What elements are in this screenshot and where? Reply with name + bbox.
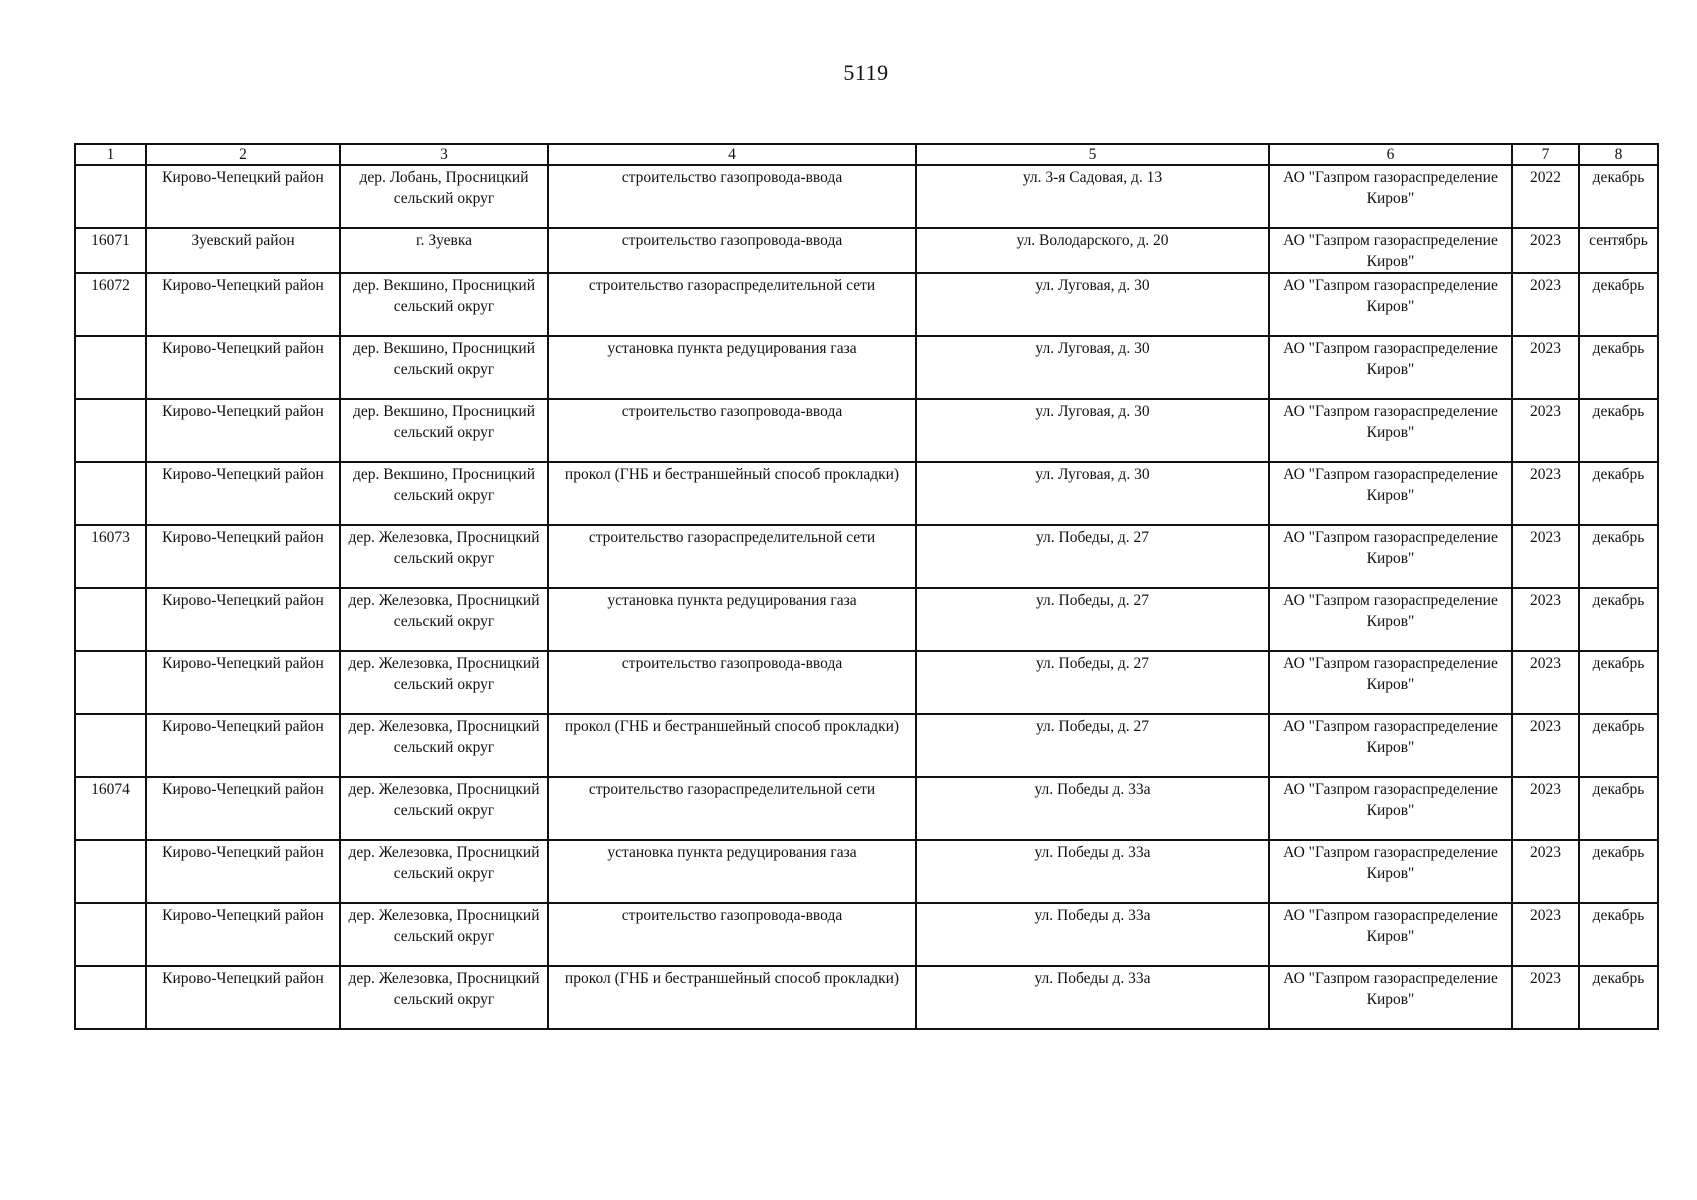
cell-settlement: дер. Векшино, Просницкий сельский округ bbox=[340, 462, 548, 525]
table-row bbox=[75, 966, 1658, 1029]
cell-month: декабрь bbox=[1579, 273, 1658, 336]
cell-settlement: дер. Железовка, Просницкий сельский округ bbox=[340, 966, 548, 1029]
cell-settlement: дер. Железовка, Просницкий сельский округ bbox=[340, 903, 548, 966]
cell-address: ул. Победы, д. 27 bbox=[916, 588, 1269, 651]
column-header: 2 bbox=[146, 144, 340, 165]
cell-district: Кирово-Чепецкий район bbox=[146, 462, 340, 525]
cell-address: ул. Победы д. 33а bbox=[916, 903, 1269, 966]
table-row bbox=[75, 588, 1658, 651]
cell-settlement: г. Зуевка bbox=[340, 228, 548, 273]
cell-address: ул. Луговая, д. 30 bbox=[916, 273, 1269, 336]
cell-row-number bbox=[75, 399, 146, 462]
cell-district: Кирово-Чепецкий район bbox=[146, 714, 340, 777]
cell-settlement: дер. Лобань, Просницкий сельский округ bbox=[340, 165, 548, 228]
cell-district: Кирово-Чепецкий район bbox=[146, 966, 340, 1029]
table-row bbox=[75, 777, 1658, 840]
cell-year: 2023 bbox=[1512, 588, 1579, 651]
cell-work-type: установка пункта редуцирования газа bbox=[548, 588, 916, 651]
cell-organization: АО "Газпром газораспределение Киров" bbox=[1269, 228, 1512, 273]
cell-row-number bbox=[75, 165, 146, 228]
cell-settlement: дер. Железовка, Просницкий сельский округ bbox=[340, 840, 548, 903]
column-header: 1 bbox=[75, 144, 146, 165]
table-row bbox=[75, 273, 1658, 336]
table-row bbox=[75, 903, 1658, 966]
cell-year: 2023 bbox=[1512, 714, 1579, 777]
cell-month: декабрь bbox=[1579, 588, 1658, 651]
cell-settlement: дер. Железовка, Просницкий сельский округ bbox=[340, 651, 548, 714]
cell-address: ул. Победы, д. 27 bbox=[916, 714, 1269, 777]
cell-organization: АО "Газпром газораспределение Киров" bbox=[1269, 651, 1512, 714]
cell-row-number: 16071 bbox=[75, 228, 146, 273]
cell-work-type: строительство газопровода-ввода bbox=[548, 651, 916, 714]
cell-month: декабрь bbox=[1579, 462, 1658, 525]
cell-row-number bbox=[75, 966, 146, 1029]
column-header: 5 bbox=[916, 144, 1269, 165]
table-row bbox=[75, 651, 1658, 714]
table-row bbox=[75, 399, 1658, 462]
cell-organization: АО "Газпром газораспределение Киров" bbox=[1269, 273, 1512, 336]
column-header: 4 bbox=[548, 144, 916, 165]
cell-month: декабрь bbox=[1579, 336, 1658, 399]
page-number: 5119 bbox=[843, 60, 889, 85]
cell-year: 2023 bbox=[1512, 273, 1579, 336]
cell-organization: АО "Газпром газораспределение Киров" bbox=[1269, 777, 1512, 840]
cell-work-type: прокол (ГНБ и бестраншейный способ прокладки) bbox=[548, 966, 916, 1029]
cell-organization: АО "Газпром газораспределение Киров" bbox=[1269, 336, 1512, 399]
cell-settlement: дер. Железовка, Просницкий сельский округ bbox=[340, 777, 548, 840]
cell-work-type: строительство газопровода-ввода bbox=[548, 399, 916, 462]
cell-row-number bbox=[75, 714, 146, 777]
cell-organization: АО "Газпром газораспределение Киров" bbox=[1269, 588, 1512, 651]
cell-month: декабрь bbox=[1579, 714, 1658, 777]
cell-work-type: строительство газораспределительной сети bbox=[548, 525, 916, 588]
cell-organization: АО "Газпром газораспределение Киров" bbox=[1269, 840, 1512, 903]
table-row bbox=[75, 462, 1658, 525]
cell-address: ул. Победы д. 33а bbox=[916, 777, 1269, 840]
cell-year: 2023 bbox=[1512, 228, 1579, 273]
cell-settlement: дер. Векшино, Просницкий сельский округ bbox=[340, 273, 548, 336]
cell-row-number bbox=[75, 840, 146, 903]
column-header: 6 bbox=[1269, 144, 1512, 165]
cell-district: Кирово-Чепецкий район bbox=[146, 651, 340, 714]
cell-address: ул. Победы д. 33а bbox=[916, 966, 1269, 1029]
cell-address: ул. Победы, д. 27 bbox=[916, 525, 1269, 588]
cell-year: 2023 bbox=[1512, 462, 1579, 525]
cell-work-type: строительство газопровода-ввода bbox=[548, 228, 916, 273]
cell-year: 2023 bbox=[1512, 651, 1579, 714]
cell-district: Кирово-Чепецкий район bbox=[146, 525, 340, 588]
table-body bbox=[75, 165, 1658, 1029]
table-row bbox=[75, 525, 1658, 588]
column-header: 7 bbox=[1512, 144, 1579, 165]
cell-row-number bbox=[75, 462, 146, 525]
cell-district: Кирово-Чепецкий район bbox=[146, 399, 340, 462]
cell-district: Кирово-Чепецкий район bbox=[146, 777, 340, 840]
cell-work-type: строительство газопровода-ввода bbox=[548, 165, 916, 228]
table-row bbox=[75, 840, 1658, 903]
cell-district: Кирово-Чепецкий район bbox=[146, 336, 340, 399]
cell-organization: АО "Газпром газораспределение Киров" bbox=[1269, 525, 1512, 588]
cell-district: Кирово-Чепецкий район bbox=[146, 165, 340, 228]
cell-month: декабрь bbox=[1579, 777, 1658, 840]
cell-month: сентябрь bbox=[1579, 228, 1658, 273]
cell-address: ул. Победы д. 33а bbox=[916, 840, 1269, 903]
cell-month: декабрь bbox=[1579, 840, 1658, 903]
cell-work-type: установка пункта редуцирования газа bbox=[548, 336, 916, 399]
cell-address: ул. Володарского, д. 20 bbox=[916, 228, 1269, 273]
data-table bbox=[74, 143, 1659, 1030]
cell-row-number bbox=[75, 651, 146, 714]
cell-organization: АО "Газпром газораспределение Киров" bbox=[1269, 165, 1512, 228]
cell-address: ул. 3-я Садовая, д. 13 bbox=[916, 165, 1269, 228]
cell-month: декабрь bbox=[1579, 651, 1658, 714]
cell-month: декабрь bbox=[1579, 399, 1658, 462]
table-row bbox=[75, 165, 1658, 228]
cell-work-type: прокол (ГНБ и бестраншейный способ прокладки) bbox=[548, 714, 916, 777]
cell-work-type: строительство газопровода-ввода bbox=[548, 903, 916, 966]
cell-row-number bbox=[75, 336, 146, 399]
cell-year: 2023 bbox=[1512, 777, 1579, 840]
cell-address: ул. Луговая, д. 30 bbox=[916, 462, 1269, 525]
cell-work-type: прокол (ГНБ и бестраншейный способ прокладки) bbox=[548, 462, 916, 525]
cell-month: декабрь bbox=[1579, 966, 1658, 1029]
cell-year: 2022 bbox=[1512, 165, 1579, 228]
cell-month: декабрь bbox=[1579, 903, 1658, 966]
cell-month: декабрь bbox=[1579, 525, 1658, 588]
cell-settlement: дер. Векшино, Просницкий сельский округ bbox=[340, 399, 548, 462]
table-row bbox=[75, 714, 1658, 777]
cell-year: 2023 bbox=[1512, 966, 1579, 1029]
table-row bbox=[75, 228, 1658, 273]
cell-address: ул. Луговая, д. 30 bbox=[916, 399, 1269, 462]
cell-organization: АО "Газпром газораспределение Киров" bbox=[1269, 714, 1512, 777]
column-header: 8 bbox=[1579, 144, 1658, 165]
cell-settlement: дер. Железовка, Просницкий сельский округ bbox=[340, 588, 548, 651]
cell-district: Кирово-Чепецкий район bbox=[146, 273, 340, 336]
cell-settlement: дер. Железовка, Просницкий сельский округ bbox=[340, 525, 548, 588]
cell-organization: АО "Газпром газораспределение Киров" bbox=[1269, 399, 1512, 462]
cell-district: Кирово-Чепецкий район bbox=[146, 588, 340, 651]
cell-year: 2023 bbox=[1512, 336, 1579, 399]
cell-work-type: строительство газораспределительной сети bbox=[548, 777, 916, 840]
cell-address: ул. Победы, д. 27 bbox=[916, 651, 1269, 714]
cell-organization: АО "Газпром газораспределение Киров" bbox=[1269, 903, 1512, 966]
cell-year: 2023 bbox=[1512, 840, 1579, 903]
cell-district: Кирово-Чепецкий район bbox=[146, 840, 340, 903]
cell-organization: АО "Газпром газораспределение Киров" bbox=[1269, 462, 1512, 525]
cell-month: декабрь bbox=[1579, 165, 1658, 228]
cell-row-number bbox=[75, 903, 146, 966]
cell-address: ул. Луговая, д. 30 bbox=[916, 336, 1269, 399]
cell-row-number bbox=[75, 588, 146, 651]
cell-row-number: 16072 bbox=[75, 273, 146, 336]
cell-row-number: 16073 bbox=[75, 525, 146, 588]
cell-district: Кирово-Чепецкий район bbox=[146, 903, 340, 966]
cell-year: 2023 bbox=[1512, 399, 1579, 462]
cell-work-type: установка пункта редуцирования газа bbox=[548, 840, 916, 903]
column-header: 3 bbox=[340, 144, 548, 165]
cell-organization: АО "Газпром газораспределение Киров" bbox=[1269, 966, 1512, 1029]
cell-district: Зуевский район bbox=[146, 228, 340, 273]
cell-year: 2023 bbox=[1512, 525, 1579, 588]
cell-work-type: строительство газораспределительной сети bbox=[548, 273, 916, 336]
table-row bbox=[75, 336, 1658, 399]
column-number-row bbox=[75, 144, 1658, 165]
cell-row-number: 16074 bbox=[75, 777, 146, 840]
cell-settlement: дер. Векшино, Просницкий сельский округ bbox=[340, 336, 548, 399]
cell-settlement: дер. Железовка, Просницкий сельский округ bbox=[340, 714, 548, 777]
cell-year: 2023 bbox=[1512, 903, 1579, 966]
